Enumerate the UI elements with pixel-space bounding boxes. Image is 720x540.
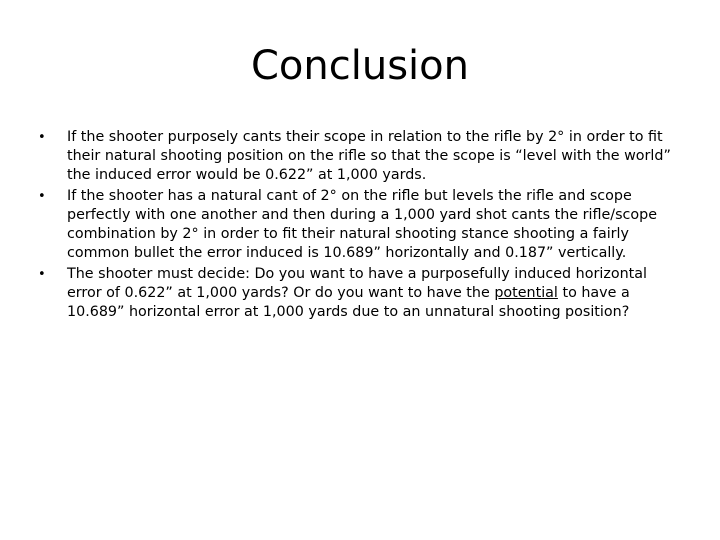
bullet-item-1 xyxy=(36,128,686,185)
bullet-text-3-before: The shooter must decide: Do you want to have a purposefully induced horizontal error of 0.622” at 1,000 yards? Or do you want to have the xyxy=(67,266,647,301)
bullet-text-1: If the shooter purposely cants their scope in relation to the rifle by 2° in order to fit their natural shooting position on the rifle so that the scope is “level with the world” the induced error would be 0.622” at 1,000 yards. xyxy=(67,129,671,183)
bullet-item-3 xyxy=(36,265,686,322)
bullet-text-3-underlined: potential xyxy=(494,285,558,301)
bullet-list xyxy=(36,128,686,324)
slide-title: Conclusion xyxy=(251,43,469,89)
bullet-text-3-after: to have a 10.689” horizontal error at 1,000 yards due to an unnatural shooting position? xyxy=(67,285,630,320)
bullet-icon: • xyxy=(38,130,46,145)
bullet-icon: • xyxy=(38,267,46,282)
bullet-icon: • xyxy=(38,189,46,204)
bullet-item-2 xyxy=(36,187,686,263)
bullet-text-2: If the shooter has a natural cant of 2° on the rifle but levels the rifle and scope perfectly with one another and then during a 1,000 yard shot cants the rifle/scope combination by 2° in order to fit their natural shooting stance shooting a fairly common bullet the error induced is 10.689” horizontally and 0.187” vertically. xyxy=(67,188,658,261)
